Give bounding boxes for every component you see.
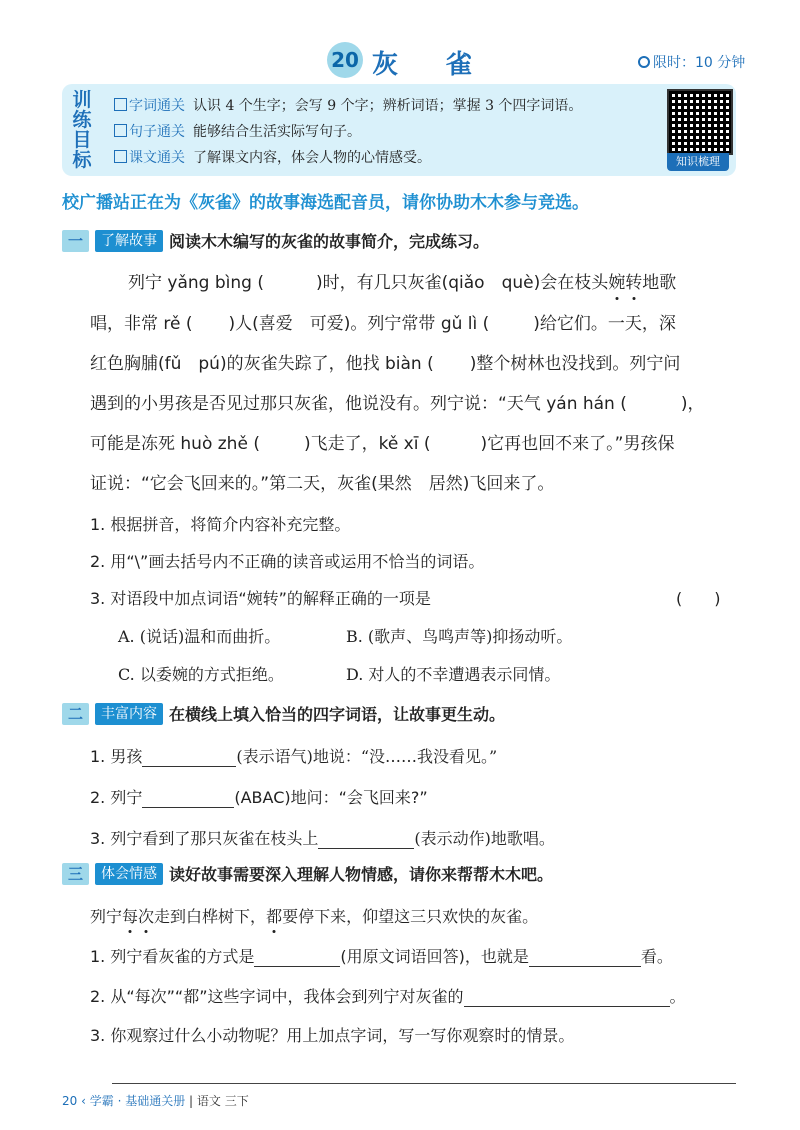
story-line: 红色胸脯(fǔ pú)的灰雀失踪了，他找 biàn ( )整个树林也没找到。列宁问 bbox=[90, 354, 681, 374]
answer-blank[interactable] bbox=[142, 747, 236, 767]
intro-text: 校广播站正在为《灰雀》的故事海选配音员，请你协助木木参与竞选。 bbox=[62, 193, 589, 213]
answer-blank[interactable] bbox=[464, 987, 670, 1007]
goal-text: 认识 4 个生字；会写 9 个字；辨析词语；掌握 3 个四字词语。 bbox=[193, 98, 583, 114]
option-d: D. 对人的不幸遭遇表示同情。 bbox=[346, 665, 561, 684]
time-limit-text: 限时：10 分钟 bbox=[653, 55, 746, 71]
section-number: 一 bbox=[62, 230, 89, 252]
fill-item: 1. 男孩 (表示语气)地说：“没……我没看见。” bbox=[90, 747, 498, 766]
qr-label: 知识梳理 bbox=[667, 153, 729, 171]
answer-paren[interactable]: ( ) bbox=[676, 589, 721, 608]
section-tag: 了解故事 bbox=[95, 230, 163, 252]
option-b: B. (歌声、鸟鸣声等)抑扬动听。 bbox=[346, 627, 573, 646]
checkbox-icon bbox=[114, 150, 127, 163]
question-3-1: 1. 列宁看灰雀的方式是 (用原文词语回答)，也就是 看。 bbox=[90, 947, 673, 966]
footer-arrow-icon: ‹ bbox=[81, 1094, 86, 1108]
section-tag: 体会情感 bbox=[95, 863, 163, 885]
answer-blank[interactable] bbox=[529, 947, 641, 967]
goal-row-words bbox=[114, 95, 582, 115]
fill-item: 2. 列宁 (ABAC)地问：“会飞回来?” bbox=[90, 788, 428, 807]
checkbox-icon bbox=[114, 124, 127, 137]
quote-sentence: 列宁每次走到白桦树下，都要停下来，仰望这三只欢快的灰雀。 bbox=[90, 907, 539, 926]
goal-row-sentences bbox=[114, 121, 361, 141]
footer: 20 ‹ 学霸 · 基础通关册 | 语文 三下 bbox=[62, 1094, 249, 1108]
section-number: 三 bbox=[62, 863, 89, 885]
story-line: 可能是冻死 huò zhě ( )飞走了，kě xī ( )它再也回不来了。”男孩保 bbox=[90, 434, 675, 454]
section-number: 二 bbox=[62, 703, 89, 725]
book-name: 学霸 · 基础通关册 bbox=[89, 1094, 186, 1108]
section-title: 在横线上填入恰当的四字词语，让故事更生动。 bbox=[169, 705, 506, 724]
question-1: 1. 根据拼音，将简介内容补充完整。 bbox=[90, 515, 351, 534]
qr-code-icon[interactable] bbox=[667, 89, 733, 155]
fill-item: 3. 列宁看到了那只灰雀在枝头上 (表示动作)地歌唱。 bbox=[90, 829, 555, 848]
question-3-3: 3. 你观察过什么小动物呢？用上加点字词，写一写你观察时的情景。 bbox=[90, 1026, 575, 1045]
question-3: 3. 对语段中加点词语“婉转”的解释正确的一项是 bbox=[90, 589, 431, 608]
checkbox-icon bbox=[114, 98, 127, 111]
answer-blank[interactable] bbox=[142, 788, 234, 808]
section1-header bbox=[62, 229, 489, 252]
story-line: 证说：“它会飞回来的。”第二天，灰雀(果然 居然)飞回来了。 bbox=[90, 474, 555, 494]
goal-text: 能够结合生活实际写句子。 bbox=[193, 124, 361, 140]
goal-text: 了解课文内容，体会人物的心情感受。 bbox=[193, 150, 431, 166]
section-title: 阅读木木编写的灰雀的故事简介，完成练习。 bbox=[169, 232, 490, 251]
subject: 语文 三下 bbox=[196, 1094, 249, 1108]
option-a: A. (说话)温和而曲折。 bbox=[118, 627, 281, 646]
answer-blank[interactable] bbox=[254, 947, 340, 967]
question-3-2: 2. 从“每次”“都”这些字词中，我体会到列宁对灰雀的 。 bbox=[90, 987, 686, 1006]
story-line: 遇到的小男孩是否见过那只灰雀，他说没有。列宁说：“天气 yán hán ( )， bbox=[90, 394, 705, 414]
question-2: 2. 用“\”画去括号内不正确的读音或运用不恰当的词语。 bbox=[90, 552, 485, 571]
section2-header bbox=[62, 702, 505, 725]
lesson-number-badge: 20 bbox=[327, 42, 363, 78]
goal-tag: 字词通关 bbox=[129, 98, 185, 114]
clock-icon bbox=[638, 56, 650, 68]
lesson-title: 灰雀 bbox=[372, 50, 521, 80]
answer-blank[interactable] bbox=[318, 829, 414, 849]
story-line: 唱，非常 rě ( )人(喜爱 可爱)。列宁常带 gǔ lì ( )给它们。一天，深 bbox=[90, 314, 676, 334]
section3-header bbox=[62, 862, 553, 885]
goal-tag: 课文通关 bbox=[129, 150, 185, 166]
goal-row-text bbox=[114, 147, 431, 167]
section-title: 读好故事需要深入理解人物情感，请你来帮帮木木吧。 bbox=[169, 865, 554, 884]
section-tag: 丰富内容 bbox=[95, 703, 163, 725]
page-number: 20 bbox=[62, 1094, 78, 1108]
option-c: C. 以委婉的方式拒绝。 bbox=[118, 665, 284, 684]
story-line: 列宁 yǎng bìng ( )时，有几只灰雀(qiǎo què)会在枝头婉转地歌 bbox=[128, 273, 677, 293]
goal-tag: 句子通关 bbox=[129, 124, 185, 140]
time-limit bbox=[638, 52, 745, 72]
goals-label: 训练目标 bbox=[72, 89, 92, 171]
answer-line[interactable] bbox=[112, 1083, 736, 1084]
